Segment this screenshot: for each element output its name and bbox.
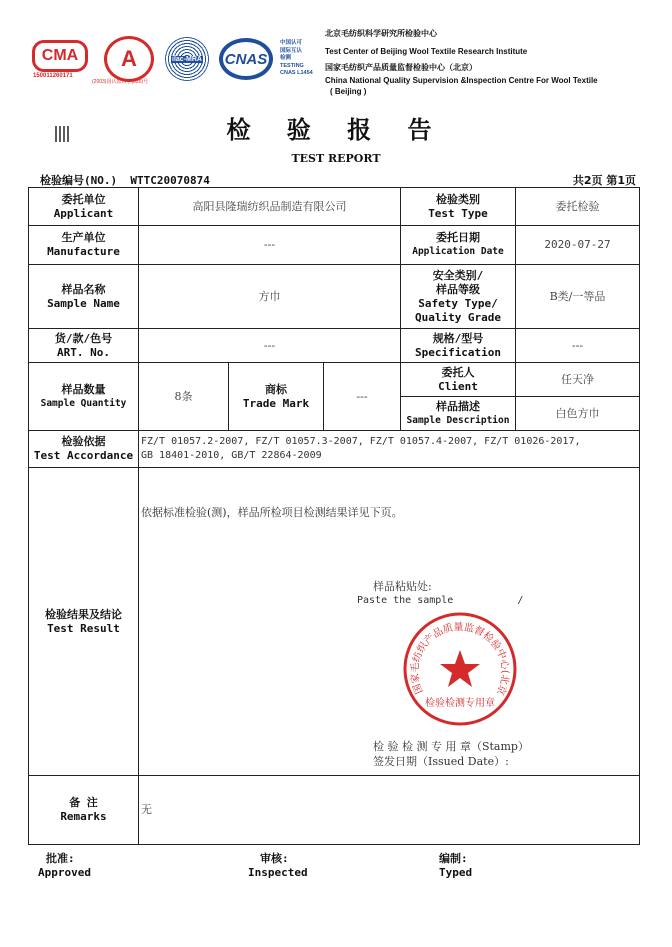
star-icon <box>440 650 480 687</box>
sample-name-value: 方巾 <box>138 264 401 329</box>
centre-en: China National Quality Supervision &Inspection Centre For Wool Textile <box>325 76 598 85</box>
test-result-box <box>138 467 640 776</box>
sample-name-label: 样品名称 Sample Name <box>28 264 139 329</box>
remarks-label: 备 注 Remarks <box>28 775 139 845</box>
paste-label-en: Paste the sample / <box>357 595 524 606</box>
report-number: 检验编号(NO.) WTTC20070874 <box>40 174 210 187</box>
ilac-logo: ilac-MRA <box>165 37 209 81</box>
typed-signature: 编制: Typed <box>439 852 473 879</box>
institute-cn: 北京毛纺织科学研究所检验中心 <box>325 29 437 38</box>
report-title-en: TEST REPORT <box>291 152 381 165</box>
inspected-signature: 审核: Inspected <box>248 852 308 879</box>
test-accordance-value: FZ/T 01057.2-2007, FZ/T 01057.3-2007, FZ/T 01057.4-2007, FZ/T 01026-2017, GB 18401-2010, GB/T 22864-2009 <box>138 430 640 468</box>
stamp-label: 检 验 检 测 专 用 章（Stamp） <box>373 740 529 753</box>
test-accordance-label: 检验依据 Test Accordance <box>28 430 139 468</box>
sample-quantity-label: 样品数量 Sample Quantity <box>28 362 139 431</box>
specification-value: --- <box>515 328 640 363</box>
client-value: 任天净 <box>515 362 640 397</box>
client-label: 委托人 Client <box>400 362 516 397</box>
application-date-label: 委托日期 Application Date <box>400 225 516 265</box>
cnas-logo: CNAS <box>219 38 273 80</box>
cal-logo: A <box>104 36 154 82</box>
institute-en: Test Center of Beijing Wool Textile Research Institute <box>325 47 528 56</box>
sample-description-value: 白色方巾 <box>515 396 640 431</box>
art-no-label: 货/款/色号 ART. No. <box>28 328 139 363</box>
sample-quantity-value: 8条 <box>138 362 229 431</box>
centre-cn: 国家毛纺织产品质量监督检验中心（北京） <box>325 63 477 72</box>
test-result-label: 检验结果及结论 Test Result <box>28 467 139 776</box>
manufacture-label: 生产单位 Manufacture <box>28 225 139 265</box>
safety-type-label: 安全类别/ 样品等级 Safety Type/ Quality Grade <box>400 264 516 329</box>
test-type-label: 检验类别 Test Type <box>400 187 516 226</box>
result-text: 依据标准检验(测)，样品所检项目检测结果详见下页。 <box>141 506 403 519</box>
svg-text:检验检测专用章: 检验检测专用章 <box>425 698 495 709</box>
cnas-side-text: 中国认可 国际互认 检测 TESTING CNAS L1454 <box>280 40 313 76</box>
cma-logo: CMA <box>32 40 88 72</box>
applicant-label: 委托单位 Applicant <box>28 187 139 226</box>
art-no-value: --- <box>138 328 401 363</box>
specification-label: 规格/型号 Specification <box>400 328 516 363</box>
centre-en-city: ( Beijing ) <box>330 87 367 96</box>
test-type-value: 委托检验 <box>515 187 640 226</box>
issued-date-label: 签发日期（Issued Date）: <box>373 755 509 768</box>
cma-code: 150011260171 <box>33 73 73 79</box>
applicant-value: 高阳县隆瑞纺织品制造有限公司 <box>138 187 401 226</box>
paste-label-cn: 样品粘贴处: <box>373 580 432 593</box>
trade-mark-label: 商标 Trade Mark <box>228 362 324 431</box>
cal-text: (2003)国认监认字(026)号 <box>92 79 149 85</box>
report-title-cn: 检 验 报 告 <box>226 116 446 144</box>
sample-description-label: 样品描述 Sample Description <box>400 396 516 431</box>
approved-signature: 批准: Approved <box>38 852 91 879</box>
official-stamp <box>401 610 519 728</box>
safety-type-value: B类/一等品 <box>515 264 640 329</box>
svg-text:国家毛纺织产品质量监督检验中心(北京): 国家毛纺织产品质量监督检验中心(北京 <box>409 621 511 697</box>
page-count: 共2页 第1页 <box>572 174 636 187</box>
manufacture-value: --- <box>138 225 401 265</box>
application-date-value: 2020-07-27 <box>515 225 640 265</box>
trade-mark-value: --- <box>323 362 401 431</box>
remarks-value: 无 <box>138 775 640 845</box>
